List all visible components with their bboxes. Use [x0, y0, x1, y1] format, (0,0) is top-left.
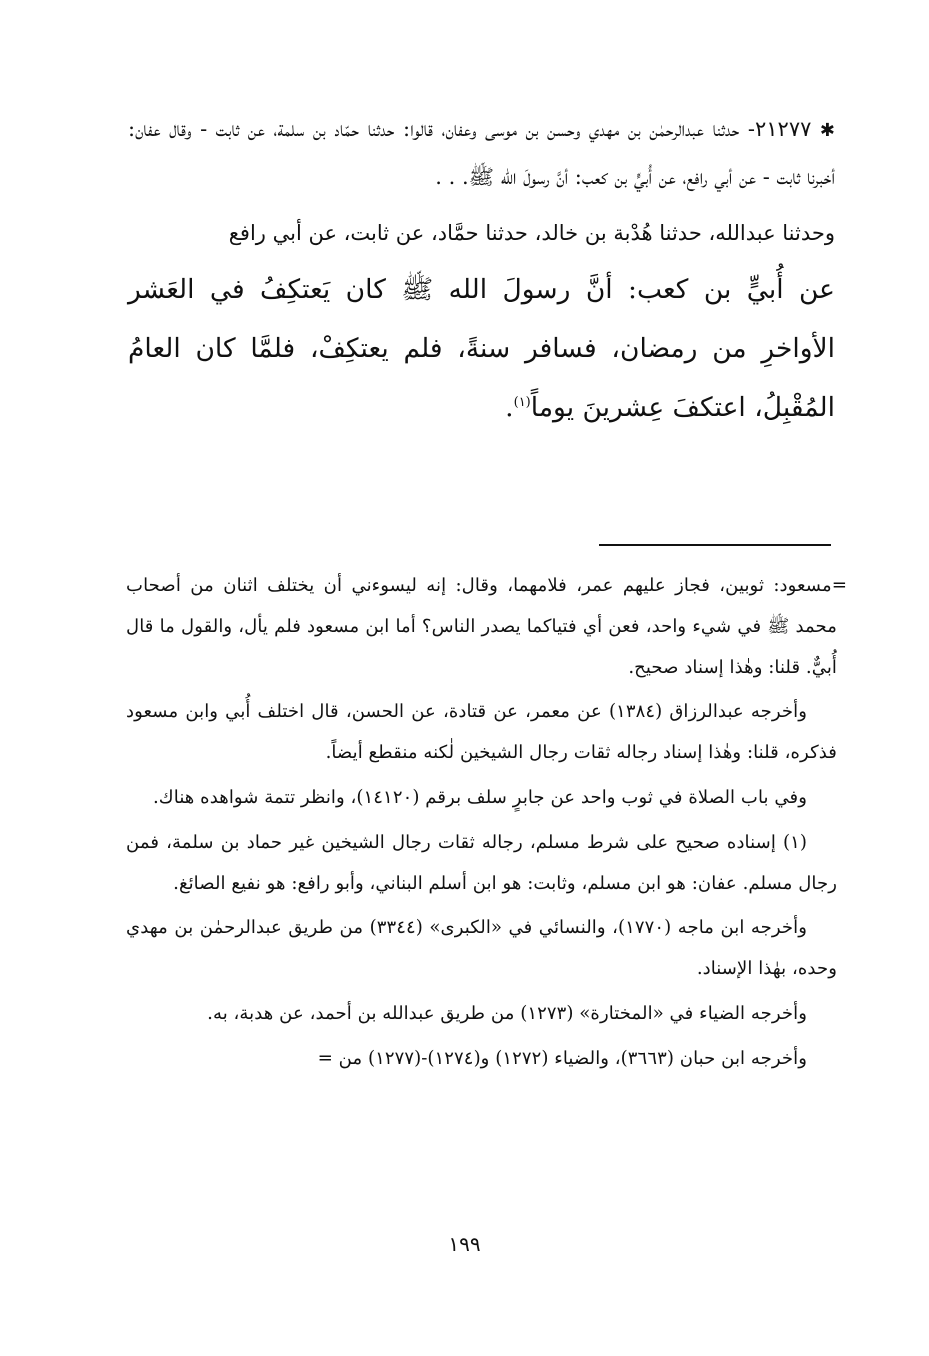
footnote-paragraph: وأخرجه عبدالرزاق (١٣٨٤) عن معمر، عن قتادة، عن الحسن، قال اختلف أُبي وابن مسعود فذكره، قلنا: وهٰذا إسناد رجاله ثقات رجال الشيخين لٰكنه منقطع أيضاً. [126, 701, 837, 764]
hadith-end: . [505, 392, 514, 423]
second-chain-paragraph: وحدثنا عبدالله، حدثنا هُدْبة بن خالد، حدثنا حمَّاد، عن ثابت، عن أبي رافع [228, 221, 835, 245]
footnote-paragraph: وفي باب الصلاة في ثوب واحد عن جابرٍ سلف برقم (١٤١٢٠)، وانظر تتمة شواهده هناك. [153, 786, 807, 808]
main-text [128, 106, 835, 464]
asterisk-icon: ✱ [819, 120, 835, 141]
footnote-separator [599, 544, 831, 546]
footnote-continuation: =مسعود: ثوبين، فجاز عليهم عمر، فلامهما، وقال: إنه ليسوءني أن يختلف اثنان من أصحاب محمد ﷺ في شيء واحد، فعن أي فتياكما يصدر الناس؟ أما ابن مسعود فلم يأل، والقول ما قال أُبيٌّ. قلنا: وهٰذا إسناد صحيح. [126, 575, 847, 678]
footnotes [126, 566, 847, 1080]
footnote-1: (١) إسناده صحيح على شرط مسلم، رجاله ثقات رجال الشيخين غير حماد بن سلمة، فمن رجال مسلم. عفان: هو ابن مسلم، وثابت: هو ابن أسلم البناني، وأبو رافع: هو نفيع الصائغ. [126, 831, 837, 894]
chain-text: ٢١٢٧٧- حدثنا عبدالرحمٰن بن مهدي وحسن بن موسى وعفان، قالوا: حدثنا حمّاد بن سلمة، عن ثابت - وقال عفان: أخبرنا ثابت - عن أبي رافع، عن أُبيٍّ بن كعب: أنَّ رسولَ الله ﷺ. . . [128, 117, 835, 189]
footnote-paragraph: وأخرجه الضياء في «المختارة» (١٢٧٣) من طريق عبدالله بن أحمد، عن هدبة، به. [207, 1002, 807, 1024]
footnote-paragraph: وأخرجه ابن ماجه (١٧٧٠)، والنسائي في «الكبرى» (٣٣٤٤) من طريق عبدالرحمٰن بن مهدي وحده، بهٰذا الإسناد. [126, 917, 837, 980]
page-number: ١٩٩ [448, 1232, 481, 1256]
footnote-paragraph: وأخرجه ابن حبان (٣٦٦٣)، والضياء (١٢٧٢) و(١٢٧٤)-(١٢٧٧) من = [317, 1047, 807, 1069]
hadith-text-paragraph [128, 260, 835, 437]
hadith-text: عن أُبيٍّ بن كعب: أنَّ رسولَ الله ﷺ كان يَعتكِفُ في العَشر الأواخرِ من رمضان، فسافر سنةً، فلم يعتكِفْ، فلمَّا كان العامُ المُقْبِلُ، اعتكفَ عِشرينَ يوماً [128, 274, 835, 423]
hadith-chain-paragraph [128, 106, 835, 200]
footnote-marker: (١) [513, 395, 531, 411]
